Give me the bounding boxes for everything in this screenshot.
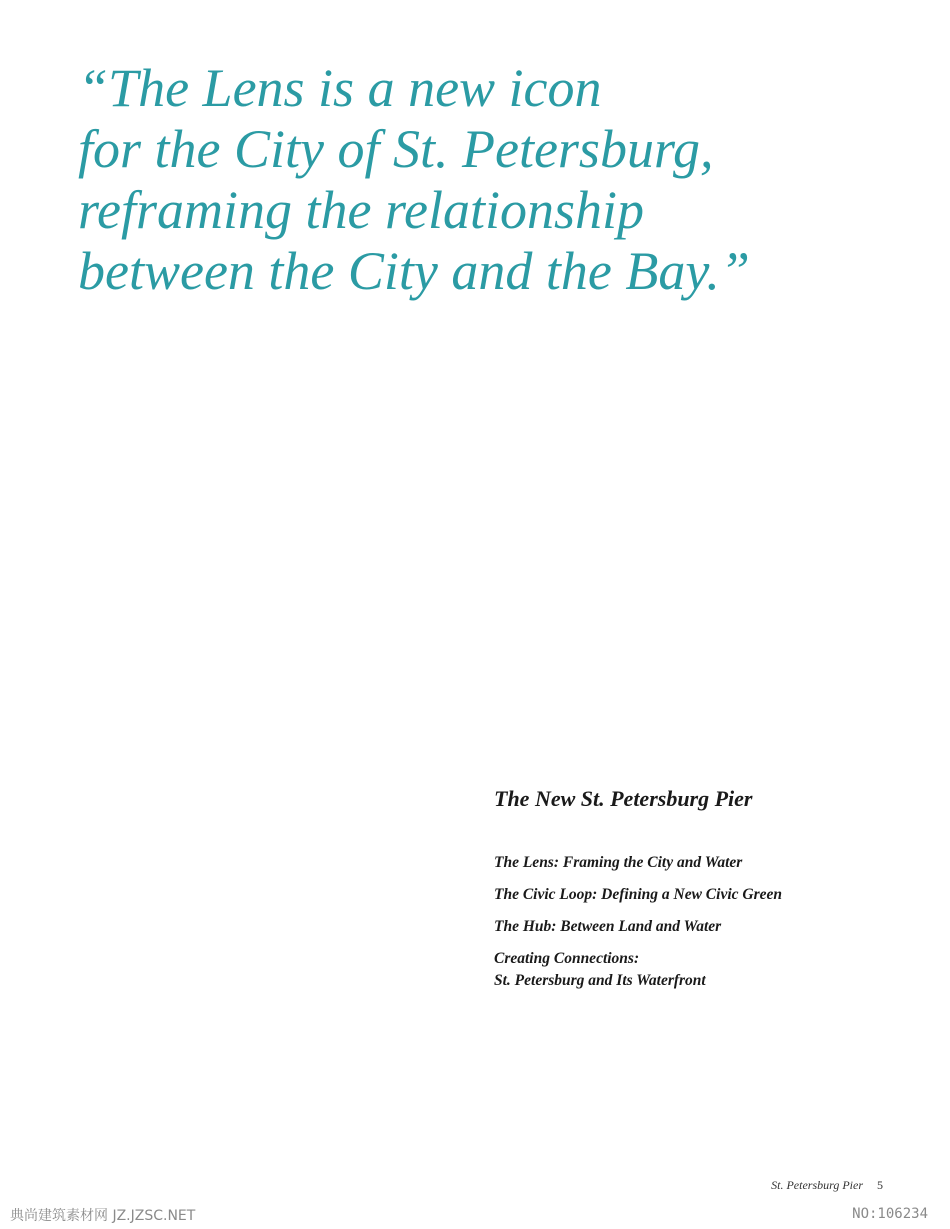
page-number: 5 <box>877 1178 883 1192</box>
toc-item-lens: The Lens: Framing the City and Water <box>494 854 743 871</box>
watermark-id: NO:106234 <box>852 1206 928 1222</box>
toc-item-connections-line2: St. Petersburg and Its Waterfront <box>494 972 706 989</box>
watermark-site: 典尚建筑素材网 JZ.JZSC.NET <box>10 1208 196 1224</box>
quote-line: between the City and the Bay.” <box>78 241 750 301</box>
page-footer <box>771 1178 883 1193</box>
pull-quote <box>78 58 838 302</box>
toc-item-connections <box>494 948 914 992</box>
footer-title: St. Petersburg Pier <box>771 1178 863 1192</box>
toc-item-hub: The Hub: Between Land and Water <box>494 918 722 935</box>
toc-item-civic-loop: The Civic Loop: Defining a New Civic Green <box>494 886 782 903</box>
toc-item-connections-line1: Creating Connections: <box>494 950 640 967</box>
toc-title: The New St. Petersburg Pier <box>494 786 753 811</box>
table-of-contents <box>494 786 914 1002</box>
quote-line: reframing the relationship <box>78 180 644 240</box>
quote-line: “The Lens is a new icon <box>78 58 602 118</box>
quote-line: for the City of St. Petersburg, <box>78 119 714 179</box>
